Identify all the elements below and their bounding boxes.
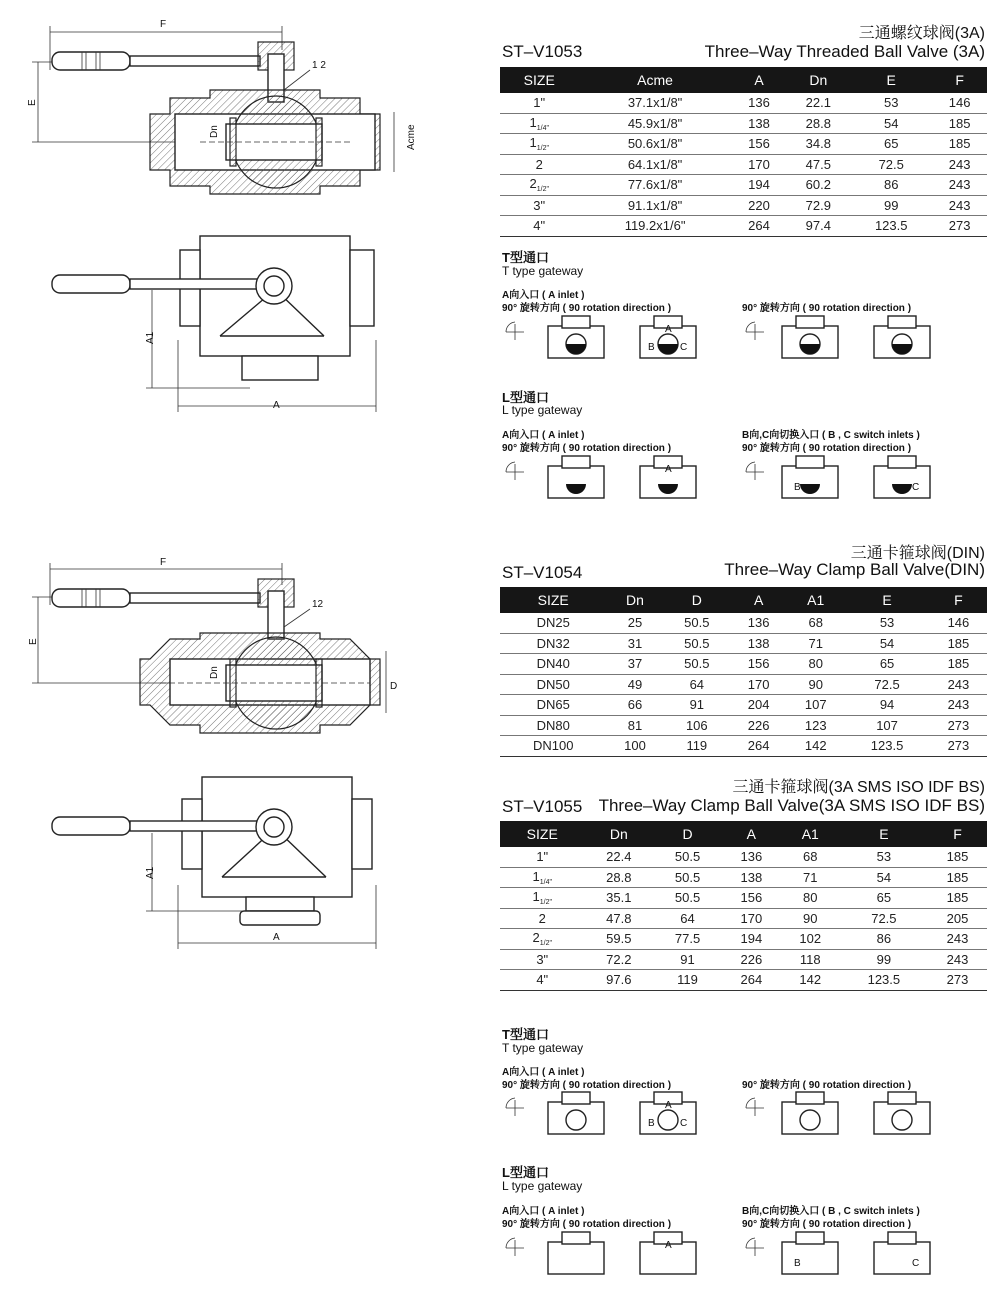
table-cell: 22.4 [584,847,653,867]
port-label-c: C [912,1258,920,1269]
size-whole: 2 [529,176,537,192]
table-cell: 72.9 [786,195,850,216]
dim-label-12: 1 2 [312,60,326,71]
table-row [500,654,987,675]
table-cell: 123.5 [840,970,928,991]
dim-label-e: E [28,638,39,645]
table-cell: 65 [840,888,928,909]
size-cell [500,847,584,867]
table-row [500,93,987,113]
port-label-b: B [648,1118,655,1129]
size-whole: 1 [529,114,537,130]
table-cell: 138 [722,867,781,888]
size-whole: 1 [532,889,540,905]
table-cell: 220 [732,195,787,216]
v1055-spec-table [500,821,987,991]
table-cell: 119 [664,736,731,757]
table-cell: 64.1x1/8" [578,154,731,175]
table-header-row [500,587,987,613]
size-cell [500,867,584,888]
table-cell: 49 [606,674,663,695]
gateway-valve-1 [548,456,604,498]
rotation-label-4: 90° 旋转方向 ( 90 rotation direction ) [742,443,912,454]
table-cell: 118 [781,949,840,970]
table-cell: 91.1x1/8" [578,195,731,216]
table-cell: 243 [930,695,987,716]
table-cell: 273 [930,715,987,736]
table-cell: 243 [928,929,987,950]
table-cell: 45.9x1/8" [578,113,731,134]
table-cell: 50.5 [653,867,722,888]
table-cell: DN40 [500,654,606,675]
t-gateway-title-en-2: T type gateway [502,1041,584,1055]
table-cell: 91 [653,949,722,970]
table-cell: 86 [840,929,928,950]
table-cell: 119.2x1/6" [578,216,731,237]
v1053-title-en: Three–Way Threaded Ball Valve (3A) [704,42,985,61]
table-cell: 72.5 [840,908,928,929]
l-gateway-diagrams-1 [500,452,980,508]
size-whole: 2 [538,910,546,926]
column-header: Dn [606,587,663,613]
v1053-model: ST–V1053 [502,42,583,61]
v1055-title-cn: 三通卡箍球阀(3A SMS ISO IDF BS) [732,779,985,796]
table-cell: 80 [781,888,840,909]
column-header: A [730,587,787,613]
gateway-valve-3 [782,316,838,358]
port-label-b: B [794,482,801,493]
table-cell: 106 [664,715,731,736]
a-inlet-label-1: A向入口 ( A inlet ) [502,290,585,301]
table-cell: 66 [606,695,663,716]
size-whole: 1" [536,849,549,865]
v1055-top-view [52,777,376,949]
table-cell: DN32 [500,633,606,654]
table-cell: 50.5 [664,654,731,675]
dim-label-dn: Dn [209,125,220,138]
size-whole: 2 [532,930,540,946]
table-cell: 204 [730,695,787,716]
table-cell: 68 [781,847,840,867]
column-header: Acme [578,67,731,93]
size-cell [500,195,578,216]
table-row [500,695,987,716]
gateway-valve-3 [782,456,838,498]
gateway-valve-1 [548,316,604,358]
table-row [500,929,987,950]
table-cell: 264 [722,970,781,991]
table-cell: DN50 [500,674,606,695]
table-cell: 146 [932,93,987,113]
table-cell: 53 [850,93,932,113]
column-header: E [844,587,930,613]
table-cell: 97.6 [584,970,653,991]
table-cell: 53 [844,613,930,633]
port-label-a: A [665,464,672,475]
table-cell: 264 [732,216,787,237]
table-cell: 156 [732,134,787,155]
dim-label-dn: Dn [209,666,220,679]
l-gateway-title-en-2: L type gateway [502,1179,583,1193]
table-cell: 99 [840,949,928,970]
size-fraction: 1/2" [536,145,549,153]
table-cell: 31 [606,633,663,654]
column-header: A1 [787,587,844,613]
gateway-symbol [506,1238,764,1256]
table-cell: 64 [664,674,731,695]
table-cell: 90 [781,908,840,929]
gateway-symbol [506,1098,764,1116]
table-cell: DN25 [500,613,606,633]
table-cell: 185 [930,633,987,654]
table-cell: 100 [606,736,663,757]
table-cell: 194 [732,175,787,196]
table-cell: 226 [730,715,787,736]
table-cell: 77.6x1/8" [578,175,731,196]
size-fraction: 1/4" [536,124,549,132]
rotation-label-1: 90° 旋转方向 ( 90 rotation direction ) [502,303,672,314]
l-gateway-title-cn-2: L型通口 [502,1165,549,1180]
table-cell: 156 [722,888,781,909]
size-cell [500,216,578,237]
table-row [500,715,987,736]
t-gateway-title-en-1: T type gateway [502,264,584,278]
size-fraction: 1/4" [539,878,552,886]
table-row [500,867,987,888]
size-whole: 1 [532,868,540,884]
table-cell: 142 [781,970,840,991]
table-header-row [500,821,987,847]
column-header: Dn [584,821,653,847]
table-header-row [500,67,987,93]
gateway-valve-3 [782,1092,838,1134]
size-whole: 3" [536,951,549,967]
size-cell [500,175,578,196]
table-cell: 136 [730,613,787,633]
table-cell: 47.5 [786,154,850,175]
port-label-b: B [794,1258,801,1269]
column-header: SIZE [500,587,606,613]
size-whole: 4" [536,972,549,988]
column-header: F [932,67,987,93]
table-row [500,888,987,909]
size-fraction: 1/2" [539,940,552,948]
dim-label-e: E [27,99,38,106]
column-header: E [840,821,928,847]
l-gateway-diagrams-2 [500,1228,980,1284]
dim-label-a: A [273,400,280,411]
table-cell: 50.5 [653,888,722,909]
t-gateway-title-cn-2: T型通口 [502,1027,549,1042]
column-header: A [722,821,781,847]
table-cell: 146 [930,613,987,633]
rotation-label-5: 90° 旋转方向 ( 90 rotation direction ) [502,1080,672,1091]
table-row [500,674,987,695]
port-label-c: C [912,482,920,493]
table-cell: 119 [653,970,722,991]
v1054-model: ST–V1054 [502,563,583,582]
dim-label-f: F [160,557,167,568]
v1054-title-cn: 三通卡箍球阀(DIN) [850,545,985,562]
gateway-valve-4 [874,456,930,498]
table-row [500,613,987,633]
table-cell: 123.5 [850,216,932,237]
table-cell: 94 [844,695,930,716]
dim-label-d: D [390,681,398,692]
table-cell: 243 [930,674,987,695]
table-cell: 60.2 [786,175,850,196]
table-cell: 136 [722,847,781,867]
l-gateway-title-en-1: L type gateway [502,403,583,417]
table-cell: 226 [722,949,781,970]
dim-label-a1: A1 [145,331,156,344]
table-cell: DN65 [500,695,606,716]
column-header: A [732,67,787,93]
rotation-label-3: 90° 旋转方向 ( 90 rotation direction ) [502,443,672,454]
column-header: F [930,587,987,613]
table-cell: 123.5 [844,736,930,757]
port-label-a: A [665,1240,672,1251]
table-cell: 170 [730,674,787,695]
v1053-section-view [27,19,417,194]
column-header: F [928,821,987,847]
gateway-valve-1 [548,1092,604,1134]
rotation-label-7: 90° 旋转方向 ( 90 rotation direction ) [502,1219,672,1230]
table-cell: 264 [730,736,787,757]
table-cell: 273 [928,970,987,991]
table-cell: 142 [787,736,844,757]
table-cell: 102 [781,929,840,950]
table-row [500,216,987,237]
table-cell: 25 [606,613,663,633]
dim-label-12: 12 [312,599,324,610]
table-row [500,134,987,155]
t-gateway-diagrams-2 [500,1088,980,1144]
table-cell: 90 [787,674,844,695]
table-cell: 50.6x1/8" [578,134,731,155]
table-cell: 53 [840,847,928,867]
v1053-top-view [52,236,376,412]
table-cell: 80 [787,654,844,675]
port-label-c: C [680,1118,688,1129]
column-header: D [653,821,722,847]
column-header: SIZE [500,821,584,847]
table-row [500,847,987,867]
size-cell [500,93,578,113]
table-cell: 243 [928,949,987,970]
size-cell [500,113,578,134]
v1055-model: ST–V1055 [502,797,583,816]
table-cell: 185 [932,134,987,155]
table-cell: 99 [850,195,932,216]
size-cell [500,970,584,991]
table-cell: DN100 [500,736,606,757]
table-cell: 205 [928,908,987,929]
table-cell: 37.1x1/8" [578,93,731,113]
table-row [500,970,987,991]
bc-switch-label-1: B向,C向切换入口 ( B , C switch inlets ) [742,430,920,441]
table-cell: 59.5 [584,929,653,950]
table-cell: 64 [653,908,722,929]
table-cell: 37 [606,654,663,675]
dim-label-a1: A1 [145,866,156,879]
gateway-valve-4 [874,316,930,358]
a-inlet-label-3: A向入口 ( A inlet ) [502,1067,585,1078]
table-cell: 68 [787,613,844,633]
size-fraction: 1/2" [539,899,552,907]
table-cell: 50.5 [664,613,731,633]
table-cell: 81 [606,715,663,736]
size-whole: 1 [529,135,537,151]
table-cell: 28.8 [786,113,850,134]
gateway-valve-4 [874,1232,930,1274]
table-cell: 34.8 [786,134,850,155]
size-whole: 1" [533,95,546,111]
table-cell: 185 [928,867,987,888]
table-cell: 86 [850,175,932,196]
table-cell: 243 [932,175,987,196]
size-fraction: 1/2" [536,186,549,194]
gateway-valve-2 [640,316,696,358]
table-cell: 136 [732,93,787,113]
rotation-label-6: 90° 旋转方向 ( 90 rotation direction ) [742,1080,912,1091]
table-row [500,175,987,196]
port-label-b: B [648,342,655,353]
column-header: Dn [786,67,850,93]
table-cell: 50.5 [653,847,722,867]
bc-switch-label-2: B向,C向切换入口 ( B , C switch inlets ) [742,1206,920,1217]
v1054-section-view [28,557,397,733]
size-cell [500,888,584,909]
table-row [500,949,987,970]
table-cell: 194 [722,929,781,950]
column-header: D [664,587,731,613]
size-cell [500,929,584,950]
table-cell: 50.5 [664,633,731,654]
rotation-label-2: 90° 旋转方向 ( 90 rotation direction ) [742,303,912,314]
column-header: SIZE [500,67,578,93]
dim-label-a: A [273,932,280,943]
size-cell [500,154,578,175]
table-cell: 65 [850,134,932,155]
t-gateway-diagrams-1 [500,312,980,368]
gateway-symbol [506,462,764,480]
table-row [500,195,987,216]
port-label-a: A [665,324,672,335]
table-cell: 185 [930,654,987,675]
table-cell: 72.5 [850,154,932,175]
table-cell: DN80 [500,715,606,736]
gateway-valve-2 [640,1232,696,1274]
table-cell: 107 [844,715,930,736]
table-cell: 72.2 [584,949,653,970]
table-cell: 107 [787,695,844,716]
v1053-spec-table [500,67,987,237]
gateway-valve-3 [782,1232,838,1274]
table-cell: 22.1 [786,93,850,113]
table-cell: 65 [844,654,930,675]
gateway-valve-2 [640,456,696,498]
table-cell: 138 [732,113,787,134]
table-cell: 123 [787,715,844,736]
table-cell: 243 [932,195,987,216]
table-cell: 273 [932,216,987,237]
gateway-valve-1 [548,1232,604,1274]
table-cell: 156 [730,654,787,675]
a-inlet-label-4: A向入口 ( A inlet ) [502,1206,585,1217]
table-cell: 273 [930,736,987,757]
table-cell: 54 [844,633,930,654]
dim-label-acme: Acme [406,124,417,150]
table-cell: 71 [787,633,844,654]
l-gateway-title-cn-1: L型通口 [502,390,549,405]
gateway-valve-2 [640,1092,696,1134]
table-cell: 170 [732,154,787,175]
table-cell: 77.5 [653,929,722,950]
column-header: A1 [781,821,840,847]
size-cell [500,134,578,155]
a-inlet-label-2: A向入口 ( A inlet ) [502,430,585,441]
table-cell: 170 [722,908,781,929]
size-whole: 3" [533,197,546,213]
table-row [500,633,987,654]
rotation-label-8: 90° 旋转方向 ( 90 rotation direction ) [742,1219,912,1230]
v1054-spec-table [500,587,987,757]
table-cell: 138 [730,633,787,654]
table-cell: 28.8 [584,867,653,888]
t-gateway-title-cn-1: T型通口 [502,250,549,265]
size-cell [500,908,584,929]
gateway-valve-4 [874,1092,930,1134]
v1053-title-cn: 三通螺纹球阀(3A) [858,25,985,42]
port-label-a: A [665,1100,672,1111]
table-row [500,736,987,757]
table-cell: 243 [932,154,987,175]
table-cell: 91 [664,695,731,716]
dim-label-f: F [160,19,167,30]
table-cell: 185 [932,113,987,134]
table-cell: 185 [928,847,987,867]
table-cell: 185 [928,888,987,909]
table-row [500,154,987,175]
table-row [500,113,987,134]
v1054-title-en: Three–Way Clamp Ball Valve(DIN) [724,560,985,579]
table-cell: 71 [781,867,840,888]
v1053-drawing [20,10,440,430]
size-cell [500,949,584,970]
column-header: E [850,67,932,93]
v1055-title-en: Three–Way Clamp Ball Valve(3A SMS ISO IDF BS) [598,796,985,815]
table-cell: 54 [840,867,928,888]
size-whole: 2 [535,156,543,172]
table-cell: 35.1 [584,888,653,909]
port-label-c: C [680,342,688,353]
table-cell: 97.4 [786,216,850,237]
table-cell: 72.5 [844,674,930,695]
table-cell: 54 [850,113,932,134]
v1054-drawing [20,555,440,965]
size-whole: 4" [533,218,546,234]
table-cell: 47.8 [584,908,653,929]
gateway-symbol [506,322,764,340]
table-row [500,908,987,929]
